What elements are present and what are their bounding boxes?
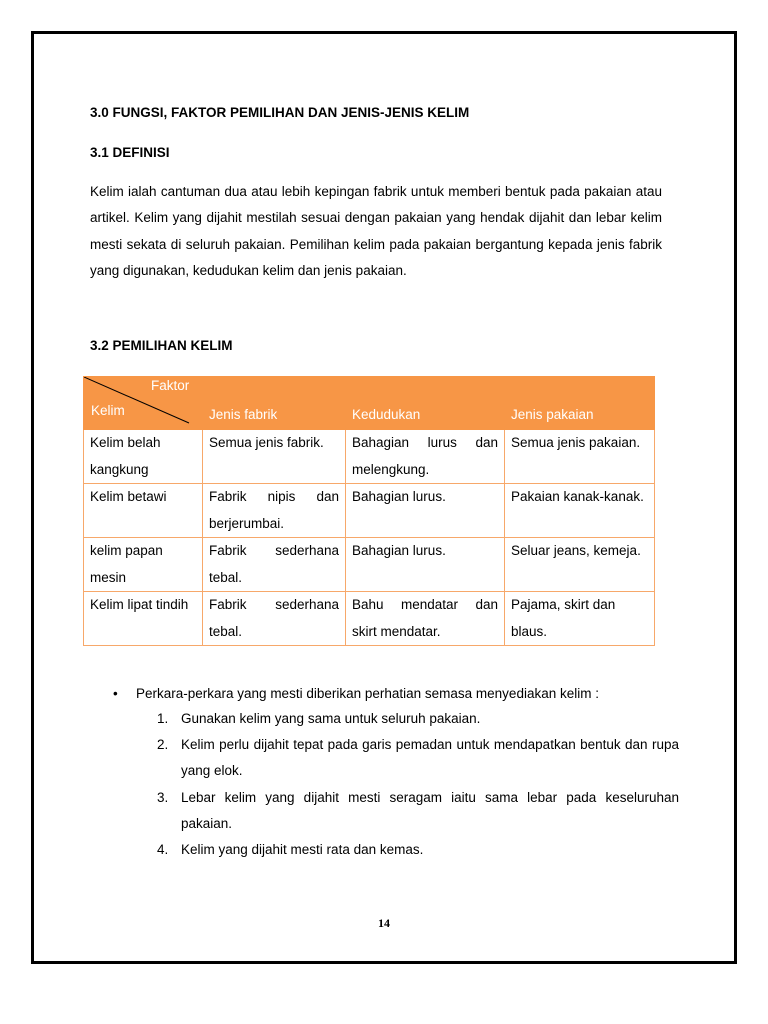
step-number: 1. xyxy=(157,711,169,726)
definition-paragraph: Kelim ialah cantuman dua atau lebih kepingan fabrik untuk memberi bentuk pada pakaian atau artikel. Kelim yang dijahit mestilah sesuai dengan pakaian yang hendak dijahit dan lebar kelim mesti sekata di seluruh pakaian. Pemilihan kelim pada pakaian bergantung kepada jenis fabrik yang digunakan, kedudukan kelim dan jenis pakaian. xyxy=(90,184,662,278)
cell-kedudukan: Bahagian lurus. xyxy=(346,484,505,538)
cell-kedudukan: Bahagian lurus. xyxy=(346,538,505,592)
kelim-table xyxy=(83,376,655,646)
table-header-row xyxy=(84,377,655,430)
cell-pakaian: Pakaian kanak-kanak. xyxy=(505,484,655,538)
table-row xyxy=(84,430,655,484)
table-row xyxy=(84,538,655,592)
definition-heading: 3.1 DEFINISI xyxy=(90,145,170,160)
notes-steps xyxy=(157,706,679,863)
step-number: 2. xyxy=(157,737,169,753)
column-header: Jenis pakaian xyxy=(505,377,655,430)
cell-pakaian: Semua jenis pakaian. xyxy=(505,430,655,484)
bullet-dot-icon: • xyxy=(113,686,118,701)
step-number: 4. xyxy=(157,842,169,858)
list-item xyxy=(157,785,679,837)
cell-kedudukan: Bahu mendatar dan skirt mendatar. xyxy=(346,592,505,646)
list-item xyxy=(157,837,679,863)
column-header: Kedudukan xyxy=(346,377,505,430)
page-number: 14 xyxy=(378,916,390,930)
cell-fabrik: Semua jenis fabrik. xyxy=(203,430,346,484)
selection-heading: 3.2 PEMILIHAN KELIM xyxy=(90,338,233,353)
list-item xyxy=(157,706,679,732)
column-header: Jenis fabrik xyxy=(203,377,346,430)
cell-kelim: kelim papan mesin xyxy=(84,538,203,592)
section-heading: 3.0 FUNGSI, FAKTOR PEMILIHAN DAN JENIS-JENIS KELIM xyxy=(90,105,470,120)
step-text: Lebar kelim yang dijahit mesti seragam iaitu sama lebar pada keseluruhan pakaian. xyxy=(181,789,679,831)
cell-pakaian: Seluar jeans, kemeja. xyxy=(505,538,655,592)
cell-fabrik: Fabrik nipis dan berjerumbai. xyxy=(203,484,346,538)
cell-pakaian: Pajama, skirt dan blaus. xyxy=(505,592,655,646)
step-text: Kelim perlu dijahit tepat pada garis pemadan untuk mendapatkan bentuk dan rupa yang elok. xyxy=(181,737,679,779)
corner-label-kelim: Kelim xyxy=(91,403,125,418)
corner-cell xyxy=(84,377,203,430)
notes-bullet: Perkara-perkara yang mesti diberikan perhatian semasa menyediakan kelim : xyxy=(136,686,599,701)
cell-fabrik: Fabrik sederhana tebal. xyxy=(203,592,346,646)
step-text: Kelim yang dijahit mesti rata dan kemas. xyxy=(181,842,424,858)
table-row xyxy=(84,484,655,538)
step-number: 3. xyxy=(157,789,169,805)
table-row xyxy=(84,592,655,646)
cell-kelim: Kelim lipat tindih xyxy=(84,592,203,646)
step-text: Gunakan kelim yang sama untuk seluruh pakaian. xyxy=(181,711,481,726)
cell-kelim: Kelim betawi xyxy=(84,484,203,538)
cell-kelim: Kelim belah kangkung xyxy=(84,430,203,484)
list-item xyxy=(157,732,679,784)
corner-label-faktor: Faktor xyxy=(151,378,190,393)
cell-kedudukan: Bahagian lurus dan melengkung. xyxy=(346,430,505,484)
cell-fabrik: Fabrik sederhana tebal. xyxy=(203,538,346,592)
